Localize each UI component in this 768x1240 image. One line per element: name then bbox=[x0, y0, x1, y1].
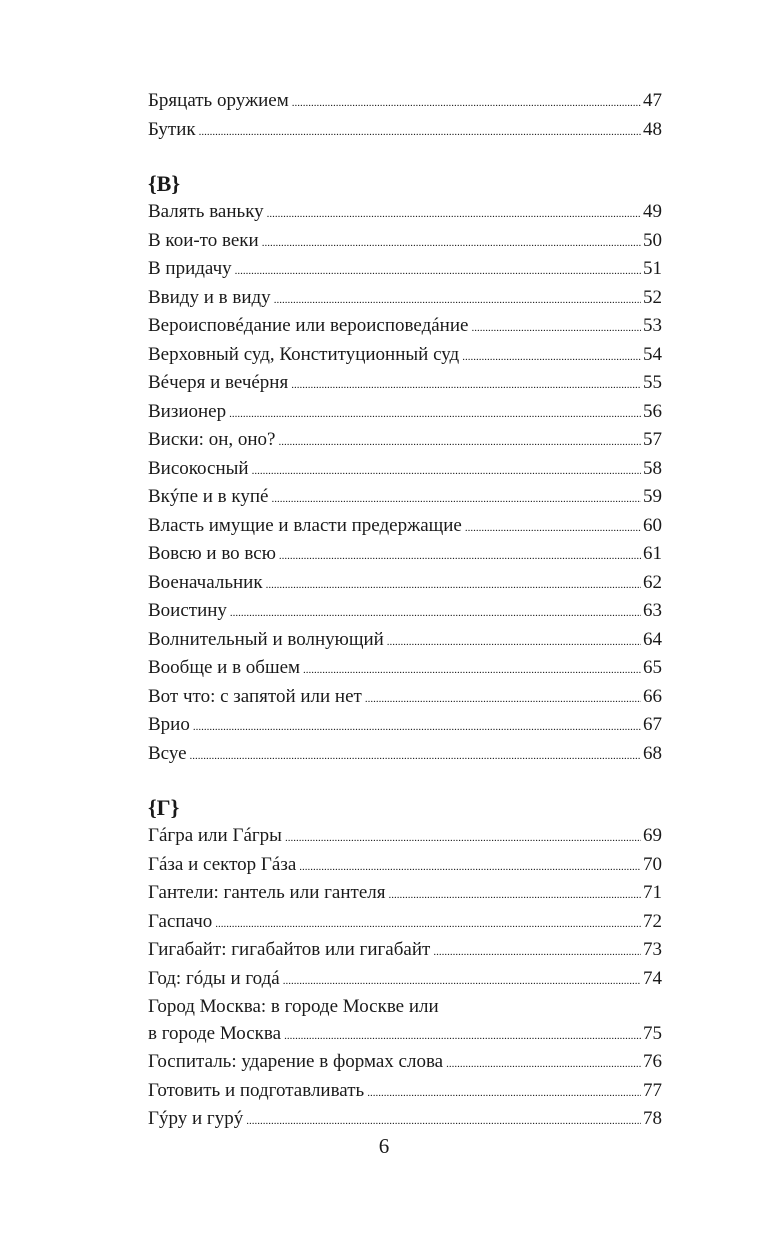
entry-title: Госпиталь: ударение в формах слова bbox=[148, 1051, 444, 1072]
entry-title: Волнительный и волнующий bbox=[148, 628, 384, 650]
dot-leader bbox=[229, 401, 641, 428]
entry-page-number: 63 bbox=[643, 600, 662, 621]
dot-leader bbox=[267, 201, 641, 228]
entry-title: Всуе bbox=[148, 742, 187, 764]
entry-title: Гаспачо bbox=[148, 910, 213, 932]
toc-entry[interactable] bbox=[148, 370, 662, 399]
dot-leader bbox=[299, 854, 641, 881]
entry-row bbox=[148, 256, 662, 285]
toc-entry[interactable] bbox=[148, 598, 662, 627]
entry-title: Гáгра или Гáгры bbox=[148, 825, 282, 846]
dot-leader bbox=[271, 486, 641, 513]
entry-title: Бутик bbox=[148, 118, 196, 140]
dot-leader bbox=[284, 1023, 641, 1050]
entry-page-number: 69 bbox=[643, 825, 662, 846]
entry-row bbox=[148, 456, 662, 485]
section-heading: {Г} bbox=[148, 795, 180, 820]
toc-entry[interactable] bbox=[148, 684, 662, 713]
entry-page-number: 68 bbox=[643, 742, 662, 764]
toc-entry[interactable] bbox=[148, 1049, 662, 1078]
dot-leader bbox=[471, 315, 641, 342]
entry-page-number: 66 bbox=[643, 685, 662, 707]
toc-entry[interactable] bbox=[148, 228, 662, 257]
entry-page-number: 76 bbox=[643, 1051, 662, 1072]
toc-entry[interactable] bbox=[148, 655, 662, 684]
dot-leader bbox=[278, 429, 641, 456]
entry-page-number: 73 bbox=[643, 939, 662, 960]
entry-title: Гантели: гантель или гантеля bbox=[148, 882, 386, 903]
dot-leader bbox=[274, 287, 641, 314]
entry-title: В придачу bbox=[148, 258, 232, 279]
entry-row bbox=[148, 880, 662, 909]
dot-leader bbox=[262, 230, 641, 257]
toc-entry[interactable] bbox=[148, 937, 662, 966]
toc-entry[interactable] bbox=[148, 741, 662, 770]
entry-row bbox=[148, 852, 662, 881]
toc-entry[interactable] bbox=[148, 456, 662, 485]
entry-row bbox=[148, 823, 662, 852]
dot-leader bbox=[446, 1051, 641, 1078]
entry-row bbox=[148, 1106, 662, 1135]
entry-title: Вкýпе и в купé bbox=[148, 486, 269, 507]
entry-title: Врио bbox=[148, 714, 190, 735]
dot-leader bbox=[190, 743, 641, 770]
toc-entry[interactable] bbox=[148, 852, 662, 881]
entry-title: Гýру и гурý bbox=[148, 1108, 244, 1129]
entry-page-number: 65 bbox=[643, 657, 662, 678]
entry-page-number: 59 bbox=[643, 486, 662, 507]
entry-title: Ввиду и в виду bbox=[148, 286, 271, 308]
dot-leader bbox=[367, 1080, 641, 1107]
dot-leader bbox=[465, 515, 641, 542]
entry-row bbox=[148, 228, 662, 257]
entry-row bbox=[148, 684, 662, 713]
toc-entries bbox=[148, 823, 662, 1135]
entry-row bbox=[148, 117, 662, 146]
toc-section-g bbox=[148, 795, 662, 1135]
entry-row bbox=[148, 285, 662, 314]
toc-entry[interactable] bbox=[148, 117, 662, 146]
entry-title: В кои-то веки bbox=[148, 229, 259, 251]
toc-section-v bbox=[148, 171, 662, 769]
entry-page-number: 60 bbox=[643, 514, 662, 536]
entry-title: Вообще и в обшем bbox=[148, 657, 301, 678]
entry-page-number: 53 bbox=[643, 315, 662, 336]
dot-leader bbox=[215, 911, 641, 938]
toc-entry[interactable] bbox=[148, 427, 662, 456]
entry-row bbox=[148, 741, 662, 770]
toc-entry[interactable] bbox=[148, 484, 662, 513]
entry-page-number: 77 bbox=[643, 1079, 662, 1101]
entry-page-number: 51 bbox=[643, 258, 662, 279]
dot-leader bbox=[292, 90, 641, 117]
entry-page-number: 71 bbox=[643, 882, 662, 903]
entry-row bbox=[148, 199, 662, 228]
entry-page-number: 48 bbox=[643, 118, 662, 140]
entry-row bbox=[148, 484, 662, 513]
dot-leader bbox=[365, 686, 641, 713]
toc-entry[interactable] bbox=[148, 199, 662, 228]
entry-row bbox=[148, 88, 662, 117]
entry-page-number: 49 bbox=[643, 201, 662, 222]
entry-row bbox=[148, 570, 662, 599]
entry-row bbox=[148, 370, 662, 399]
toc-entry[interactable] bbox=[148, 313, 662, 342]
entry-page-number: 52 bbox=[643, 286, 662, 308]
toc-entry[interactable] bbox=[148, 823, 662, 852]
entry-row bbox=[148, 712, 662, 741]
dot-leader bbox=[266, 572, 641, 599]
toc-entry[interactable] bbox=[148, 570, 662, 599]
toc-entry[interactable] bbox=[148, 712, 662, 741]
toc-entry[interactable] bbox=[148, 627, 662, 656]
dot-leader bbox=[303, 657, 641, 684]
entry-page-number: 78 bbox=[643, 1108, 662, 1129]
entry-page-number: 55 bbox=[643, 372, 662, 393]
dot-leader bbox=[387, 629, 641, 656]
entry-page-number: 64 bbox=[643, 628, 662, 650]
entry-title: Вовсю и во всю bbox=[148, 543, 276, 564]
entry-row bbox=[148, 598, 662, 627]
dot-leader bbox=[279, 543, 641, 570]
entry-title: Бряцать оружием bbox=[148, 90, 289, 111]
toc-entries bbox=[148, 199, 662, 769]
entry-title: Вероисповéдание или вероисповедáние bbox=[148, 315, 469, 336]
toc-entry[interactable] bbox=[148, 399, 662, 428]
dot-leader bbox=[291, 372, 641, 399]
toc-entry[interactable] bbox=[148, 994, 662, 1049]
entry-page-number: 47 bbox=[643, 90, 662, 111]
entry-page-number: 50 bbox=[643, 229, 662, 251]
entry-page-number: 67 bbox=[643, 714, 662, 735]
dot-leader bbox=[388, 882, 641, 909]
entry-page-number: 61 bbox=[643, 543, 662, 564]
dot-leader bbox=[285, 825, 641, 852]
entry-title: Власть имущие и власти предержащие bbox=[148, 514, 462, 536]
entry-page-number: 70 bbox=[643, 853, 662, 875]
entry-row bbox=[148, 627, 662, 656]
entry-row bbox=[148, 655, 662, 684]
entry-row bbox=[148, 909, 662, 938]
entry-page-number: 57 bbox=[643, 429, 662, 450]
entry-page-number: 72 bbox=[643, 910, 662, 932]
toc-entries bbox=[148, 88, 662, 145]
entry-title-line: Город Москва: в городе Москве или bbox=[148, 996, 439, 1017]
toc-entry[interactable] bbox=[148, 256, 662, 285]
entry-row bbox=[148, 1021, 662, 1050]
entry-row bbox=[148, 966, 662, 995]
entry-title: Визионер bbox=[148, 400, 227, 422]
entry-page-number: 74 bbox=[643, 967, 662, 989]
entry-page-number: 62 bbox=[643, 571, 662, 593]
toc-entry[interactable] bbox=[148, 513, 662, 542]
dot-leader bbox=[235, 258, 641, 285]
entry-row bbox=[148, 427, 662, 456]
toc-entry[interactable] bbox=[148, 541, 662, 570]
dot-leader bbox=[193, 714, 641, 741]
dot-leader bbox=[230, 600, 641, 627]
dot-leader bbox=[246, 1108, 641, 1135]
entry-title: Военачальник bbox=[148, 571, 263, 593]
entry-title: Верховный суд, Конституционный суд bbox=[148, 343, 460, 365]
table-of-contents bbox=[148, 88, 662, 1135]
entry-row bbox=[148, 937, 662, 966]
entry-row bbox=[148, 399, 662, 428]
entry-row bbox=[148, 313, 662, 342]
toc-entry[interactable] bbox=[148, 88, 662, 117]
entry-title: Виски: он, оно? bbox=[148, 429, 276, 450]
dot-leader bbox=[283, 968, 641, 995]
dot-leader bbox=[462, 344, 641, 371]
entry-page-number: 75 bbox=[643, 1022, 662, 1044]
entry-row bbox=[148, 1049, 662, 1078]
toc-entry[interactable] bbox=[148, 1106, 662, 1135]
entry-row bbox=[148, 1078, 662, 1107]
dot-leader bbox=[252, 458, 641, 485]
entry-title: Воистину bbox=[148, 600, 227, 621]
entry-row bbox=[148, 541, 662, 570]
toc-entry[interactable] bbox=[148, 909, 662, 938]
toc-entry[interactable] bbox=[148, 342, 662, 371]
entry-row bbox=[148, 513, 662, 542]
section-heading: {В} bbox=[148, 171, 181, 196]
dot-leader bbox=[433, 939, 641, 966]
entry-page-number: 58 bbox=[643, 457, 662, 479]
entry-title: Готовить и подготавливать bbox=[148, 1079, 365, 1101]
entry-page-number: 56 bbox=[643, 400, 662, 422]
dot-leader bbox=[199, 119, 641, 146]
toc-entry[interactable] bbox=[148, 285, 662, 314]
toc-entry[interactable] bbox=[148, 1078, 662, 1107]
toc-entry[interactable] bbox=[148, 880, 662, 909]
entry-title: Гáза и сектор Гáза bbox=[148, 853, 297, 875]
entry-title: Високосный bbox=[148, 457, 249, 479]
entry-title: Гигабайт: гигабайтов или гигабайт bbox=[148, 939, 431, 960]
toc-section-continued bbox=[148, 88, 662, 145]
page-number: 6 bbox=[378, 1134, 390, 1158]
entry-title: в городе Москва bbox=[148, 1022, 282, 1044]
entry-row bbox=[148, 342, 662, 371]
toc-entry[interactable] bbox=[148, 966, 662, 995]
entry-title: Вéчеря и вечéрня bbox=[148, 372, 289, 393]
entry-title: Вот что: с запятой или нет bbox=[148, 685, 362, 707]
entry-title: Валять ваньку bbox=[148, 201, 264, 222]
entry-title: Год: гóды и годá bbox=[148, 967, 280, 989]
entry-page-number: 54 bbox=[643, 343, 662, 365]
